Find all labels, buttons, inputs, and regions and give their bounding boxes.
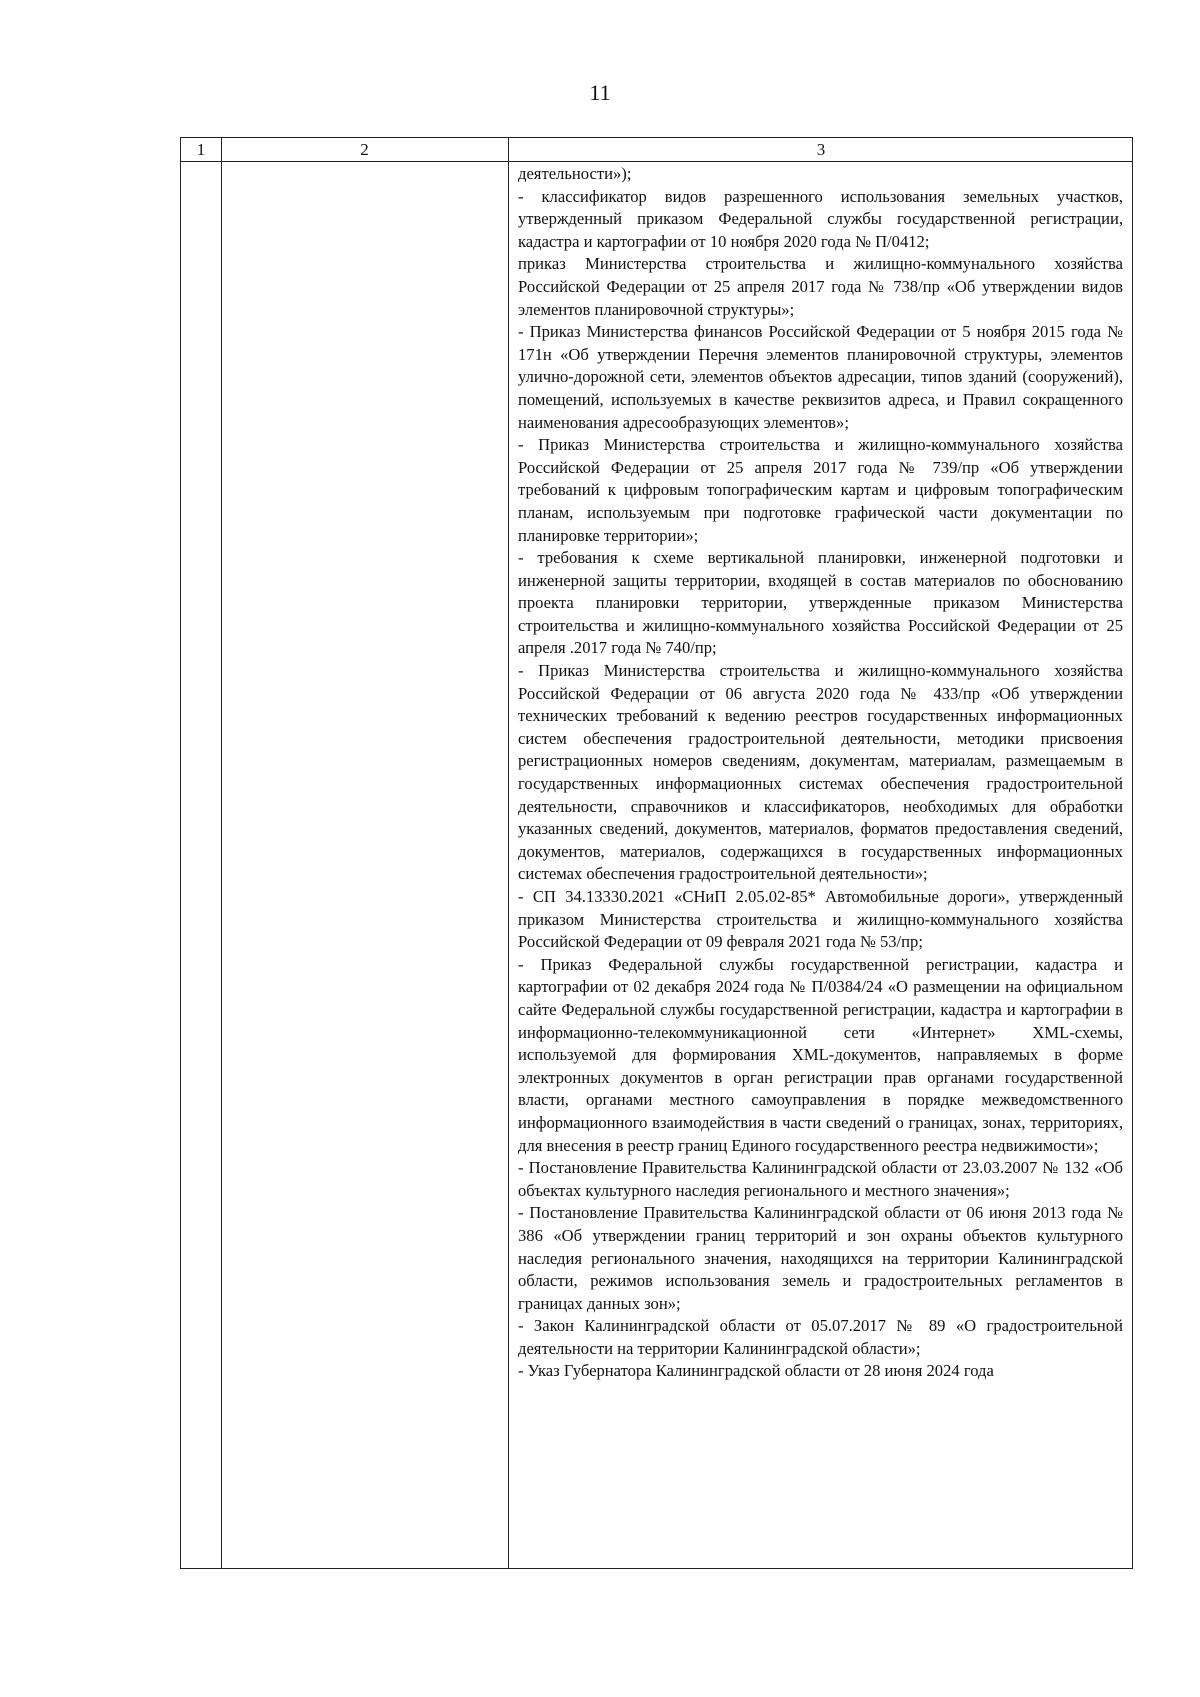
paragraph: - Приказ Министерства строительства и жилищно-коммунального хозяйства Российской Федерации от 06 августа 2020 года № 433/пр «Об утверждении технических требований к ведению реестров государственных информационных систем обеспечения градостроительной деятельности, методики присвоения регистрационных номеров сведениям, документам, материалам, размещаемым в государственных информационных системах обеспечения градостроительной деятельности, справочников и классификаторов, необходимых для обработки указанных сведений, документов, материалов, форматов предоставления сведений, документов, материалов, содержащихся в государственных информационных системах обеспечения градостроительной деятельности»; — [518, 661, 1123, 884]
column-header-1: 1 — [196, 140, 206, 159]
paragraph: - Приказ Министерства финансов Российской Федерации от 5 ноября 2015 года № 171н «Об утверждении Перечня элементов планировочной структуры, элементов улично-дорожной сети, элементов объектов адресации, типов зданий (сооружений), помещений, используемых в качестве реквизитов адреса, и Правил сокращенного наименования адресообразующих элементов»; — [518, 322, 1123, 432]
paragraph: - Постановление Правительства Калининградской области от 23.03.2007 № 132 «Об объектах культурного наследия регионального и местного значения»; — [518, 1158, 1123, 1200]
page-number: 11 — [589, 80, 611, 105]
paragraph: - Указ Губернатора Калининградской области от 28 июня 2024 года — [518, 1361, 994, 1381]
column-header-2: 2 — [360, 140, 369, 159]
paragraph: - Закон Калининградской области от 05.07.2017 № 89 «О градостроительной деятельности на территории Калининградской области»; — [518, 1316, 1123, 1358]
paragraph: приказ Министерства строительства и жилищно-коммунального хозяйства Российской Федерации от 25 апреля 2017 года № 738/пр «Об утверждении видов элементов планировочной структуры»; — [518, 254, 1123, 319]
column-divider — [221, 138, 222, 1568]
paragraph: - Приказ Федеральной службы государственной регистрации, кадастра и картографии от 02 декабря 2024 года № П/0384/24 «О размещении на официальном сайте Федеральной службы государственной регистрации, кадастра и картографии в информационно-телекоммуникационной сети «Интернет» XML-схемы, используемой для формирования XML-документов, направляемых в форме электронных документов в орган регистрации прав органами государственной власти, органами местного самоуправления в порядке межведомственного информационного взаимодействия в части сведений о границах, зонах, территориях, для внесения в реестр границ Единого государственного реестра недвижимости»; — [518, 954, 1123, 1155]
header-divider — [181, 161, 1132, 162]
column-3-content — [518, 163, 1123, 1383]
column-divider — [508, 138, 509, 1568]
paragraph: - классификатор видов разрешенного использования земельных участков, утвержденный приказом Федеральной службы государственной регистрации, кадастра и картографии от 10 ноября 2020 года № П/0412; — [518, 186, 1123, 251]
paragraph: - Постановление Правительства Калининградской области от 06 июня 2013 года № 386 «Об утверждении границ территорий и зон охраны объектов культурного наследия регионального значения, находящихся на территории Калининградской области, режимов использования земель и градостроительных регламентов в границах данных зон»; — [518, 1203, 1123, 1313]
column-header-3: 3 — [816, 140, 826, 159]
paragraph: - СП 34.13330.2021 «СНиП 2.05.02-85* Автомобильные дороги», утвержденный приказом Министерства строительства и жилищно-коммунального хозяйства Российской Федерации от 09 февраля 2021 года № 53/пр; — [518, 887, 1123, 952]
paragraph: деятельности»); — [518, 164, 632, 183]
document-table — [180, 137, 1133, 1569]
paragraph: - Приказ Министерства строительства и жилищно-коммунального хозяйства Российской Федерации от 25 апреля 2017 года № 739/пр «Об утверждении требований к цифровым топографическим картам и цифровым топографическим планам, используемым при подготовке графической части документации по планировке территории»; — [518, 435, 1123, 545]
paragraph: - требования к схеме вертикальной планировки, инженерной подготовки и инженерной защиты территории, входящей в состав материалов по обоснованию проекта планировки территории, утвержденные приказом Министерства строительства и жилищно-коммунального хозяйства Российской Федерации от 25 апреля .2017 года № 740/пр; — [518, 548, 1123, 658]
